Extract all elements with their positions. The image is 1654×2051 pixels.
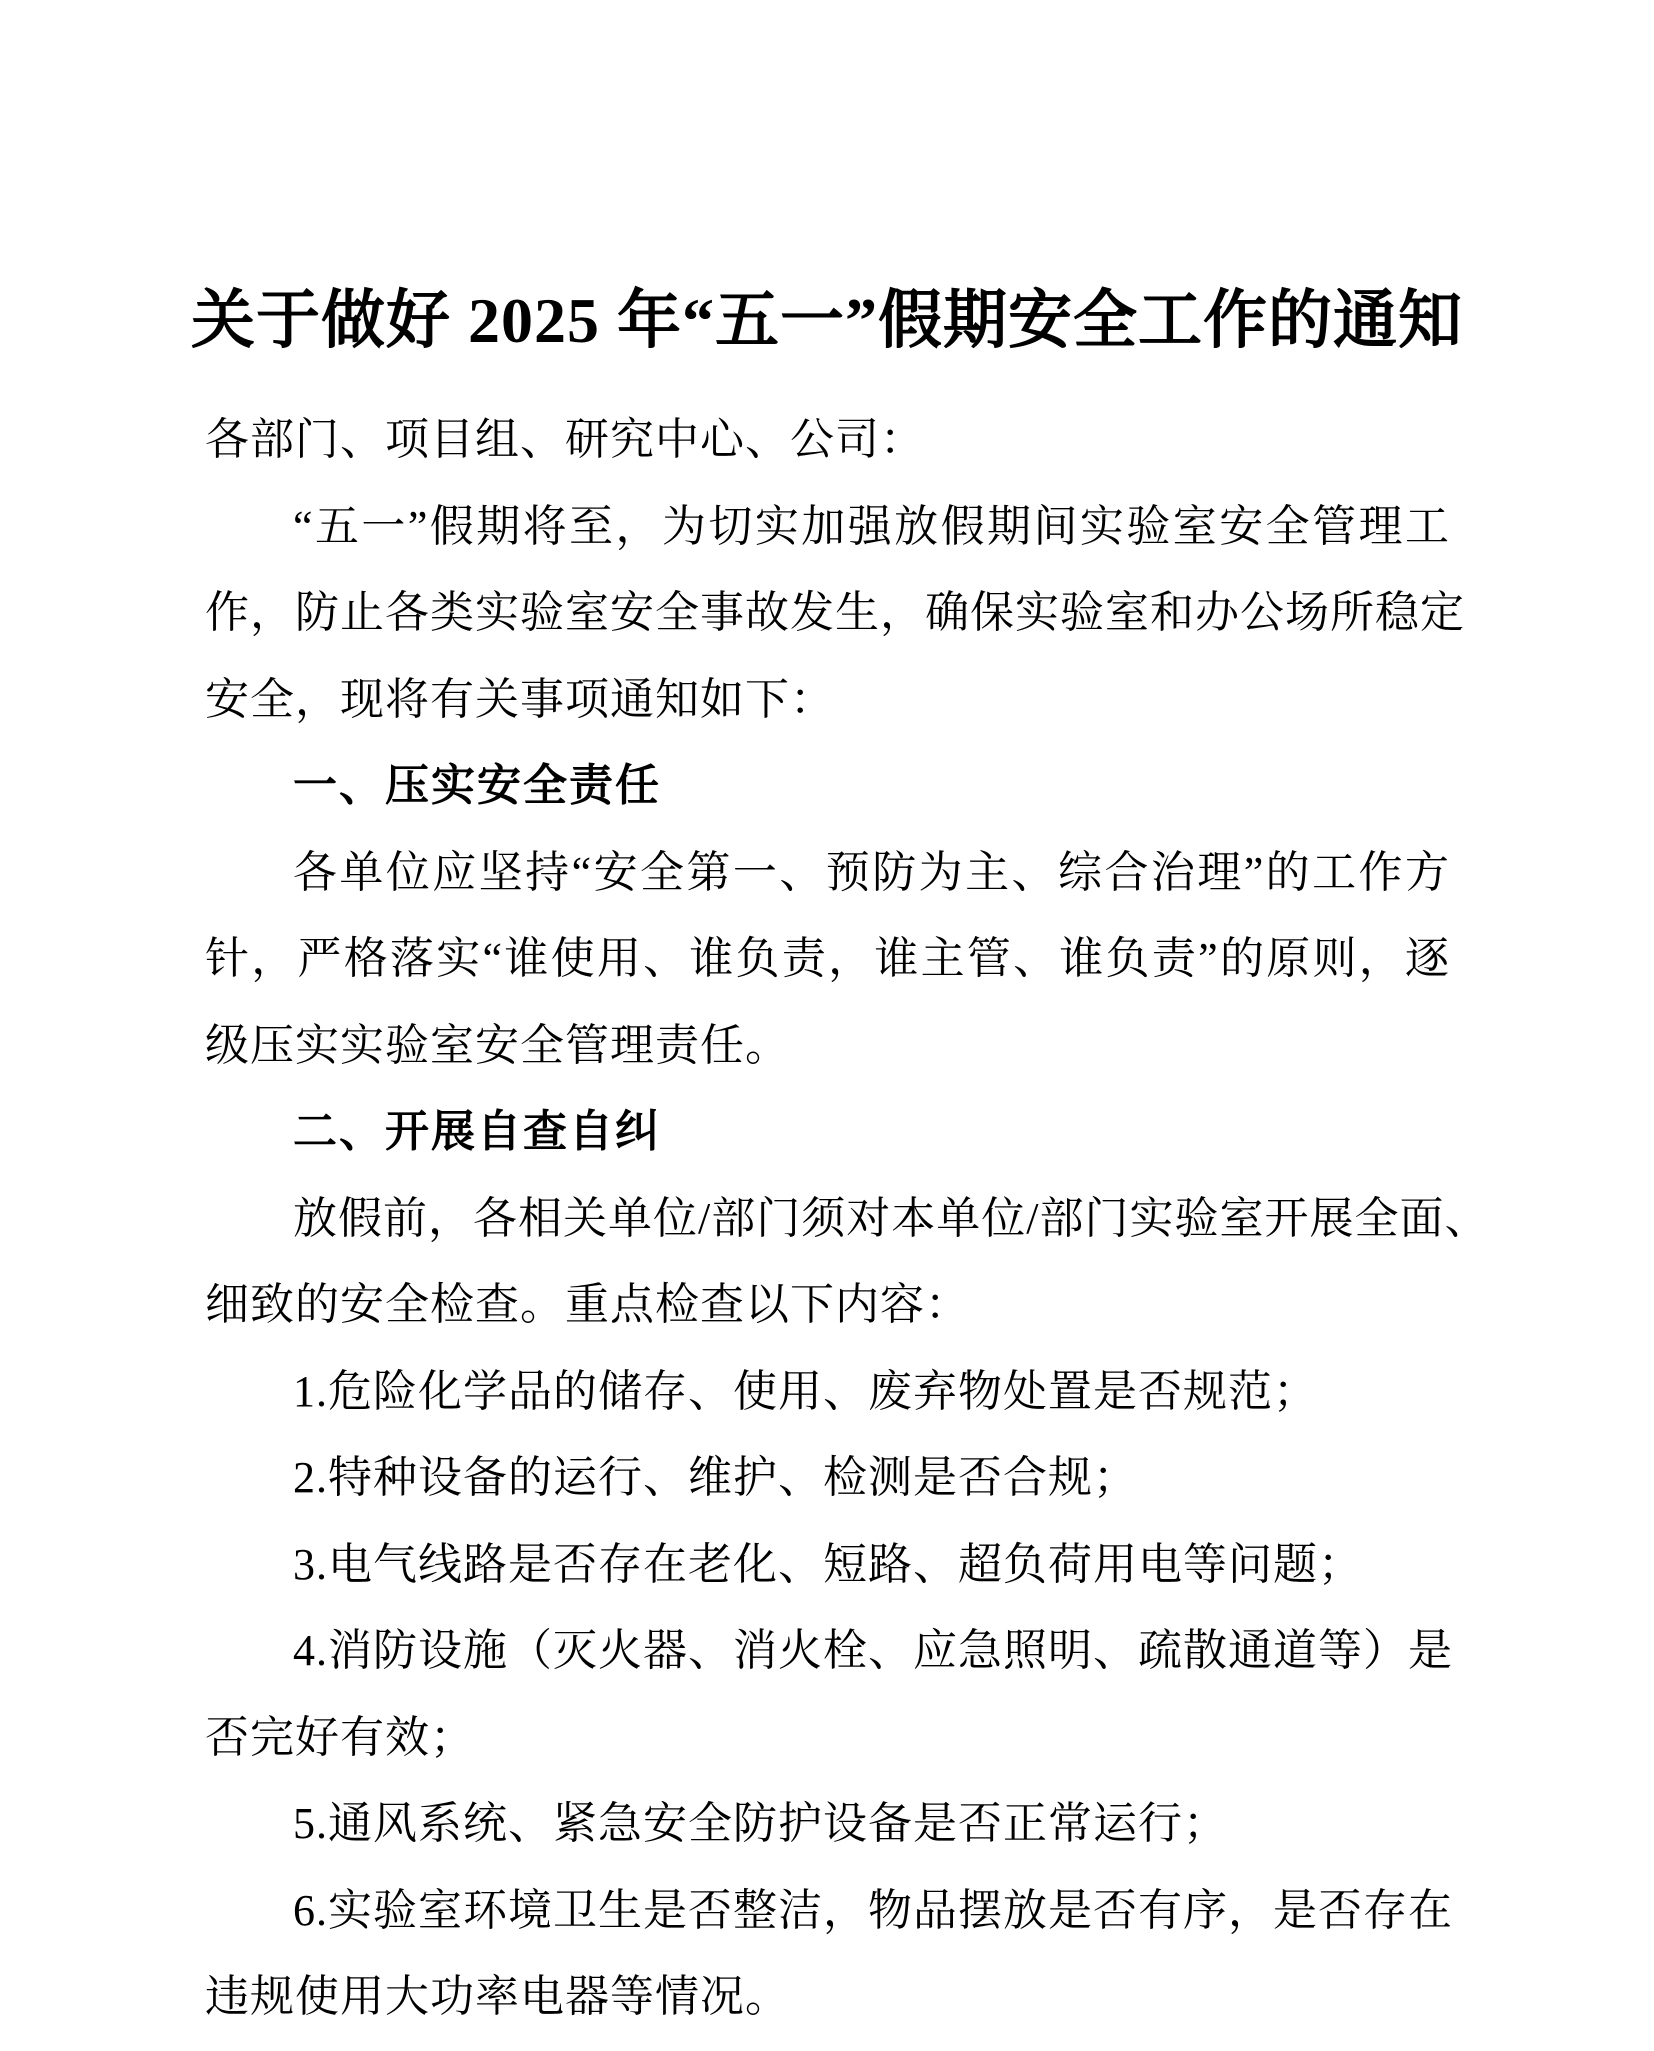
check-item-1: 1.危险化学品的储存、使用、废弃物处置是否规范； xyxy=(293,1366,1318,1416)
section-1-line-1: 各单位应坚持“安全第一、预防为主、综合治理”的工作方 xyxy=(293,847,1450,897)
section-1-line-2: 针，严格落实“谁使用、谁负责，谁主管、谁负责”的原则，逐 xyxy=(205,934,1450,983)
check-item-6-line-1: 6.实验室环境卫生是否整洁，物品摆放是否有序，是否存在 xyxy=(293,1885,1453,1935)
intro-line-1: “五一”假期将至，为切实加强放假期间实验室安全管理工 xyxy=(293,501,1450,551)
section-2-heading: 二、开展自查自纠 xyxy=(293,1107,661,1156)
section-1-line-3: 级压实实验室安全管理责任。 xyxy=(205,1020,790,1070)
check-item-3: 3.电气线路是否存在老化、短路、超负荷用电等问题； xyxy=(293,1539,1363,1589)
check-item-4-line-2: 否完好有效； xyxy=(205,1712,475,1762)
check-item-4-line-1: 4.消防设施（灭火器、消火栓、应急照明、疏散通道等）是 xyxy=(293,1626,1453,1675)
check-item-6-line-2: 违规使用大功率电器等情况。 xyxy=(205,1972,790,2021)
intro-line-3: 安全，现将有关事项通知如下： xyxy=(205,674,835,724)
section-2-line-1: 放假前，各相关单位/部门须对本单位/部门实验室开展全面、 xyxy=(293,1193,1490,1243)
document-body xyxy=(205,397,1490,2041)
check-item-2: 2.特种设备的运行、维护、检测是否合规； xyxy=(293,1453,1138,1502)
check-item-5: 5.通风系统、紧急安全防护设备是否正常运行； xyxy=(293,1799,1228,1848)
salutation-line: 各部门、项目组、研究中心、公司： xyxy=(205,415,925,464)
document-title: 关于做好 2025 年“五一”假期安全工作的通知 xyxy=(191,285,1463,356)
intro-line-2: 作，防止各类实验室安全事故发生，确保实验室和办公场所稳定 xyxy=(205,588,1465,637)
section-1-heading: 一、压实安全责任 xyxy=(293,761,661,810)
section-2-line-2: 细致的安全检查。重点检查以下内容： xyxy=(205,1280,970,1329)
